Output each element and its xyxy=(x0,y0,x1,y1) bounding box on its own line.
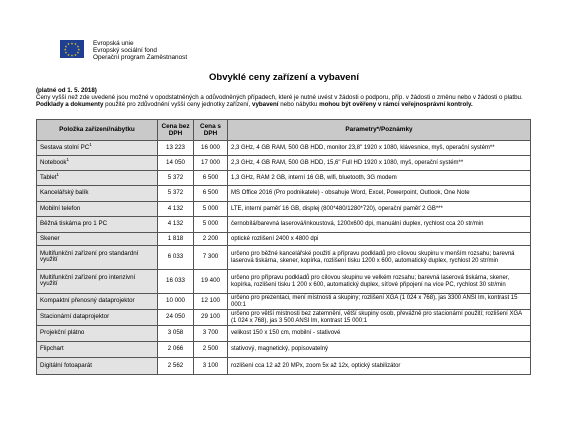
price-gross-cell xyxy=(194,186,228,202)
params-cell-text: velikost 150 x 150 cm, mobilní - stativové xyxy=(231,330,341,337)
eu-logo xyxy=(60,40,285,68)
price-gross-cell xyxy=(194,233,228,246)
svg-text:★: ★ xyxy=(76,50,80,55)
table-row xyxy=(37,246,531,270)
price-net-cell-text: 5 372 xyxy=(167,189,184,197)
price-gross-cell-text: 2 200 xyxy=(202,234,219,242)
price-net-cell-text: 2 562 xyxy=(167,361,184,369)
svg-text:★: ★ xyxy=(74,52,77,57)
intro-text-3: nebo nábytku xyxy=(278,101,320,109)
item-name-cell-text: Flipchart xyxy=(40,345,64,353)
table-row xyxy=(37,233,531,246)
params-cell-text: určeno pro běžné kancelářské použití a přípravu podkladů pro cílovou skupinu v menším rozsahu; barevná laserová tiskárna, skener, kopírka, rozlišení tisku 1200 x 600, automatický duplex, rychlost 20 str/min xyxy=(231,250,515,264)
intro-paragraph xyxy=(36,94,536,108)
item-name-cell-text: Sestava stolní PC xyxy=(40,143,90,151)
intro-bold-3: mohou být ověřeny v rámci veřejnosprávní kontroly. xyxy=(319,101,473,109)
eu-flag-icon xyxy=(60,40,84,58)
price-net-cell xyxy=(158,294,194,310)
params-cell xyxy=(228,326,531,342)
price-net-cell xyxy=(158,326,194,342)
table-row xyxy=(37,358,531,375)
price-gross-cell xyxy=(194,202,228,217)
params-cell xyxy=(228,156,531,171)
params-cell xyxy=(228,202,531,217)
params-cell xyxy=(228,141,531,156)
price-gross-cell xyxy=(194,246,228,270)
svg-text:★: ★ xyxy=(64,44,68,49)
params-cell xyxy=(228,294,531,310)
header-price-net: Cena bez DPH xyxy=(158,120,194,141)
item-name-cell-text: Multifunkční zařízení pro standardní využití xyxy=(40,249,139,264)
item-name-cell xyxy=(37,294,158,310)
price-net-cell xyxy=(158,342,194,358)
params-cell-text: MS Office 2016 (Pro podnikatele) - obsahuje Word, Excel, Powerpoint, Outlook, One Note xyxy=(231,190,470,197)
table-row xyxy=(37,342,531,358)
intro-text xyxy=(36,87,536,108)
price-gross-cell-text: 2 500 xyxy=(202,345,219,353)
price-net-cell xyxy=(158,141,194,156)
item-name-cell xyxy=(37,326,158,342)
price-gross-cell-text: 5 000 xyxy=(202,204,219,212)
item-name-cell xyxy=(37,358,158,375)
params-cell xyxy=(228,310,531,326)
header-item: Položka zařízení/nábytku xyxy=(37,120,158,141)
price-net-cell-text: 16 033 xyxy=(166,277,185,285)
price-net-cell-text: 14 050 xyxy=(166,158,185,166)
price-net-cell-text: 24 050 xyxy=(166,313,185,321)
item-name-cell-text: Projekční plátno xyxy=(40,329,85,337)
svg-text:★: ★ xyxy=(67,52,70,57)
svg-text:★: ★ xyxy=(74,42,77,47)
item-name-cell-text: Multifunkční zařízení pro intenzivní využití xyxy=(40,273,136,288)
item-name-cell-text: Tablet xyxy=(40,173,57,181)
params-cell-text: 2,3 GHz, 4 GB RAM, 500 GB HDD, monitor 23,8" 1920 x 1080, klávesnice, myš, operační systém** xyxy=(231,144,495,151)
item-name-cell xyxy=(37,310,158,326)
price-gross-cell-text: 6 500 xyxy=(202,189,219,197)
header-params: Parametry*/Poznámky xyxy=(228,120,531,141)
page-title: Obvyklé ceny zařízení a vybavení xyxy=(209,72,359,83)
price-gross-cell xyxy=(194,270,228,294)
params-cell xyxy=(228,171,531,186)
footnote-marker: 1 xyxy=(89,141,92,147)
price-net-cell xyxy=(158,310,194,326)
header-price-gross: Cena s DPH xyxy=(194,120,228,141)
logo-line-op: Operační program Zaměstnanost xyxy=(93,54,188,62)
price-gross-cell xyxy=(194,141,228,156)
intro-bold-2: vybavení xyxy=(252,101,279,109)
item-name-cell xyxy=(37,156,158,171)
table-header-row xyxy=(37,120,531,141)
params-cell-text: rozlišení cca 12 až 20 MPx, zoom 5x až 12x, optický stabilizátor xyxy=(231,362,401,369)
price-net-cell-text: 3 058 xyxy=(167,329,184,337)
item-name-cell-text: Skener xyxy=(40,234,60,242)
params-cell xyxy=(228,246,531,270)
params-cell-text: určeno pro větší místnosti bez zatemnění, větší skupiny osob, převážně pro stacionární použití; rozlišení XGA (1 024 x 768), jas 3 500 ANSI lm, kontrast 15 000:1 xyxy=(231,310,522,324)
price-gross-cell xyxy=(194,156,228,171)
table-row xyxy=(37,310,531,326)
params-cell xyxy=(228,342,531,358)
params-cell-text: 2,3 GHz, 4 GB RAM, 500 GB HDD, 15,6" Full HD 1920 x 1080, myš, operační systém** xyxy=(231,159,464,166)
params-cell xyxy=(228,270,531,294)
item-name-cell-text: Notebook xyxy=(40,158,67,166)
intro-text-2: použité pro zdůvodnění vyšší ceny jednotky zařízení, xyxy=(103,101,252,109)
price-net-cell-text: 1 818 xyxy=(167,234,184,242)
price-gross-cell xyxy=(194,358,228,375)
price-net-cell xyxy=(158,202,194,217)
price-gross-cell-text: 3 700 xyxy=(202,329,219,337)
table-row xyxy=(37,326,531,342)
table-row xyxy=(37,294,531,310)
params-cell-text: 1,3 GHz, RAM 2 GB, interní 16 GB, wifi, bluetooth, 3G modem xyxy=(231,174,397,181)
price-gross-cell-text: 12 100 xyxy=(201,297,220,305)
item-name-cell xyxy=(37,202,158,217)
price-gross-cell xyxy=(194,171,228,186)
item-name-cell xyxy=(37,342,158,358)
price-net-cell-text: 4 132 xyxy=(167,204,184,212)
item-name-cell-text: Kompaktní přenosný dataprojektor xyxy=(40,297,135,305)
price-net-cell-text: 2 066 xyxy=(167,345,184,353)
price-net-cell xyxy=(158,186,194,202)
item-name-cell-text: Mobilní telefon xyxy=(40,204,81,212)
item-name-cell-text: Běžná tiskárna pro 1 PC xyxy=(40,220,108,228)
footnote-marker: 1 xyxy=(66,156,70,162)
price-net-cell xyxy=(158,233,194,246)
svg-text:★: ★ xyxy=(77,47,81,52)
table-row xyxy=(37,186,531,202)
price-net-cell xyxy=(158,156,194,171)
price-table xyxy=(36,119,531,375)
item-name-cell xyxy=(37,171,158,186)
params-cell xyxy=(228,233,531,246)
price-net-cell-text: 6 033 xyxy=(167,253,184,261)
table-row xyxy=(37,141,531,156)
item-name-cell xyxy=(37,270,158,294)
params-cell-text: černobílá/barevná laserová/inkoustová, 1200x600 dpi, manuální duplex, rychlost cca 20 str/min xyxy=(231,221,484,228)
price-net-cell-text: 5 372 xyxy=(167,173,184,181)
price-gross-cell xyxy=(194,326,228,342)
price-net-cell-text: 10 000 xyxy=(166,297,185,305)
params-cell xyxy=(228,358,531,375)
intro-bold-1: Podklady a dokumenty xyxy=(36,101,104,109)
item-name-cell xyxy=(37,233,158,246)
price-net-cell xyxy=(158,217,194,233)
item-name-cell xyxy=(37,217,158,233)
table-row xyxy=(37,217,531,233)
logo-text xyxy=(93,40,187,62)
footnote-marker: 1 xyxy=(56,171,60,177)
price-net-cell xyxy=(158,270,194,294)
table-row xyxy=(37,171,531,186)
item-name-cell-text: Digitální fotoaparát xyxy=(40,361,92,369)
table-row xyxy=(37,156,531,171)
logo-line-eu: Evropská unie xyxy=(93,40,134,47)
item-name-cell-text: Kancelářský balík xyxy=(40,189,89,197)
svg-text:★: ★ xyxy=(64,50,68,55)
price-gross-cell-text: 3 100 xyxy=(202,361,219,369)
price-gross-cell-text: 7 300 xyxy=(202,253,219,261)
price-gross-cell-text: 16 000 xyxy=(201,143,220,151)
intro-text-1: Ceny vyšší než zde uvedené jsou možné v opodstatněných a odůvodněných případech, které je nutné uvést v žádosti o podporu, příp. v žádosti o změnu nebo v žádosti o platbu. xyxy=(36,94,523,102)
svg-text:★: ★ xyxy=(70,41,74,46)
price-gross-cell-text: 19 400 xyxy=(201,277,220,285)
price-net-cell xyxy=(158,358,194,375)
params-cell-text: optické rozlišení 2400 x 4800 dpi xyxy=(231,235,319,242)
price-gross-cell xyxy=(194,342,228,358)
price-net-cell-text: 4 132 xyxy=(167,220,184,228)
price-gross-cell-text: 6 500 xyxy=(202,173,219,181)
price-net-cell xyxy=(158,246,194,270)
logo-line-esf: Evropský sociální fond xyxy=(93,47,157,55)
svg-text:★: ★ xyxy=(67,42,70,47)
table-row xyxy=(37,270,531,294)
valid-from: (platné od 1. 5. 2018) xyxy=(36,87,97,94)
params-cell-text: určeno pro přípravu podkladů pro cílovou skupinu ve velkém rozsahu; barevná laserová tiskárna, skener, kopírka, rozlišení tisku 1 200 x 600, automatický duplex, síťové připojení na více PC, rychlost 30 str/min xyxy=(231,274,510,288)
params-cell-text: LTE, interní paměť 16 GB, displej (800*480/1280*720), operační paměť 2 GB*** xyxy=(231,205,443,212)
price-gross-cell-text: 5 000 xyxy=(202,220,219,228)
item-name-cell xyxy=(37,141,158,156)
svg-text:★: ★ xyxy=(70,53,74,58)
params-cell-text: určeno pro prezentaci, mení místnosti a skupiny; rozlišení XGA (1 024 x 768), jas 3300 ANSI lm, kontrast 15 000:1 xyxy=(231,294,518,308)
params-cell xyxy=(228,186,531,202)
item-name-cell-text: Stacionární dataprojektor xyxy=(40,313,110,321)
price-gross-cell xyxy=(194,217,228,233)
params-cell xyxy=(228,217,531,233)
price-gross-cell-text: 17 000 xyxy=(201,158,220,166)
svg-text:★: ★ xyxy=(63,47,67,52)
item-name-cell xyxy=(37,186,158,202)
price-net-cell xyxy=(158,171,194,186)
params-cell-text: stativový, magnetický, popisovatelný xyxy=(231,346,329,353)
price-gross-cell xyxy=(194,294,228,310)
table-row xyxy=(37,202,531,217)
price-net-cell-text: 13 223 xyxy=(166,143,185,151)
price-gross-cell-text: 29 100 xyxy=(201,313,220,321)
price-gross-cell xyxy=(194,310,228,326)
svg-text:★: ★ xyxy=(76,44,80,49)
item-name-cell xyxy=(37,246,158,270)
